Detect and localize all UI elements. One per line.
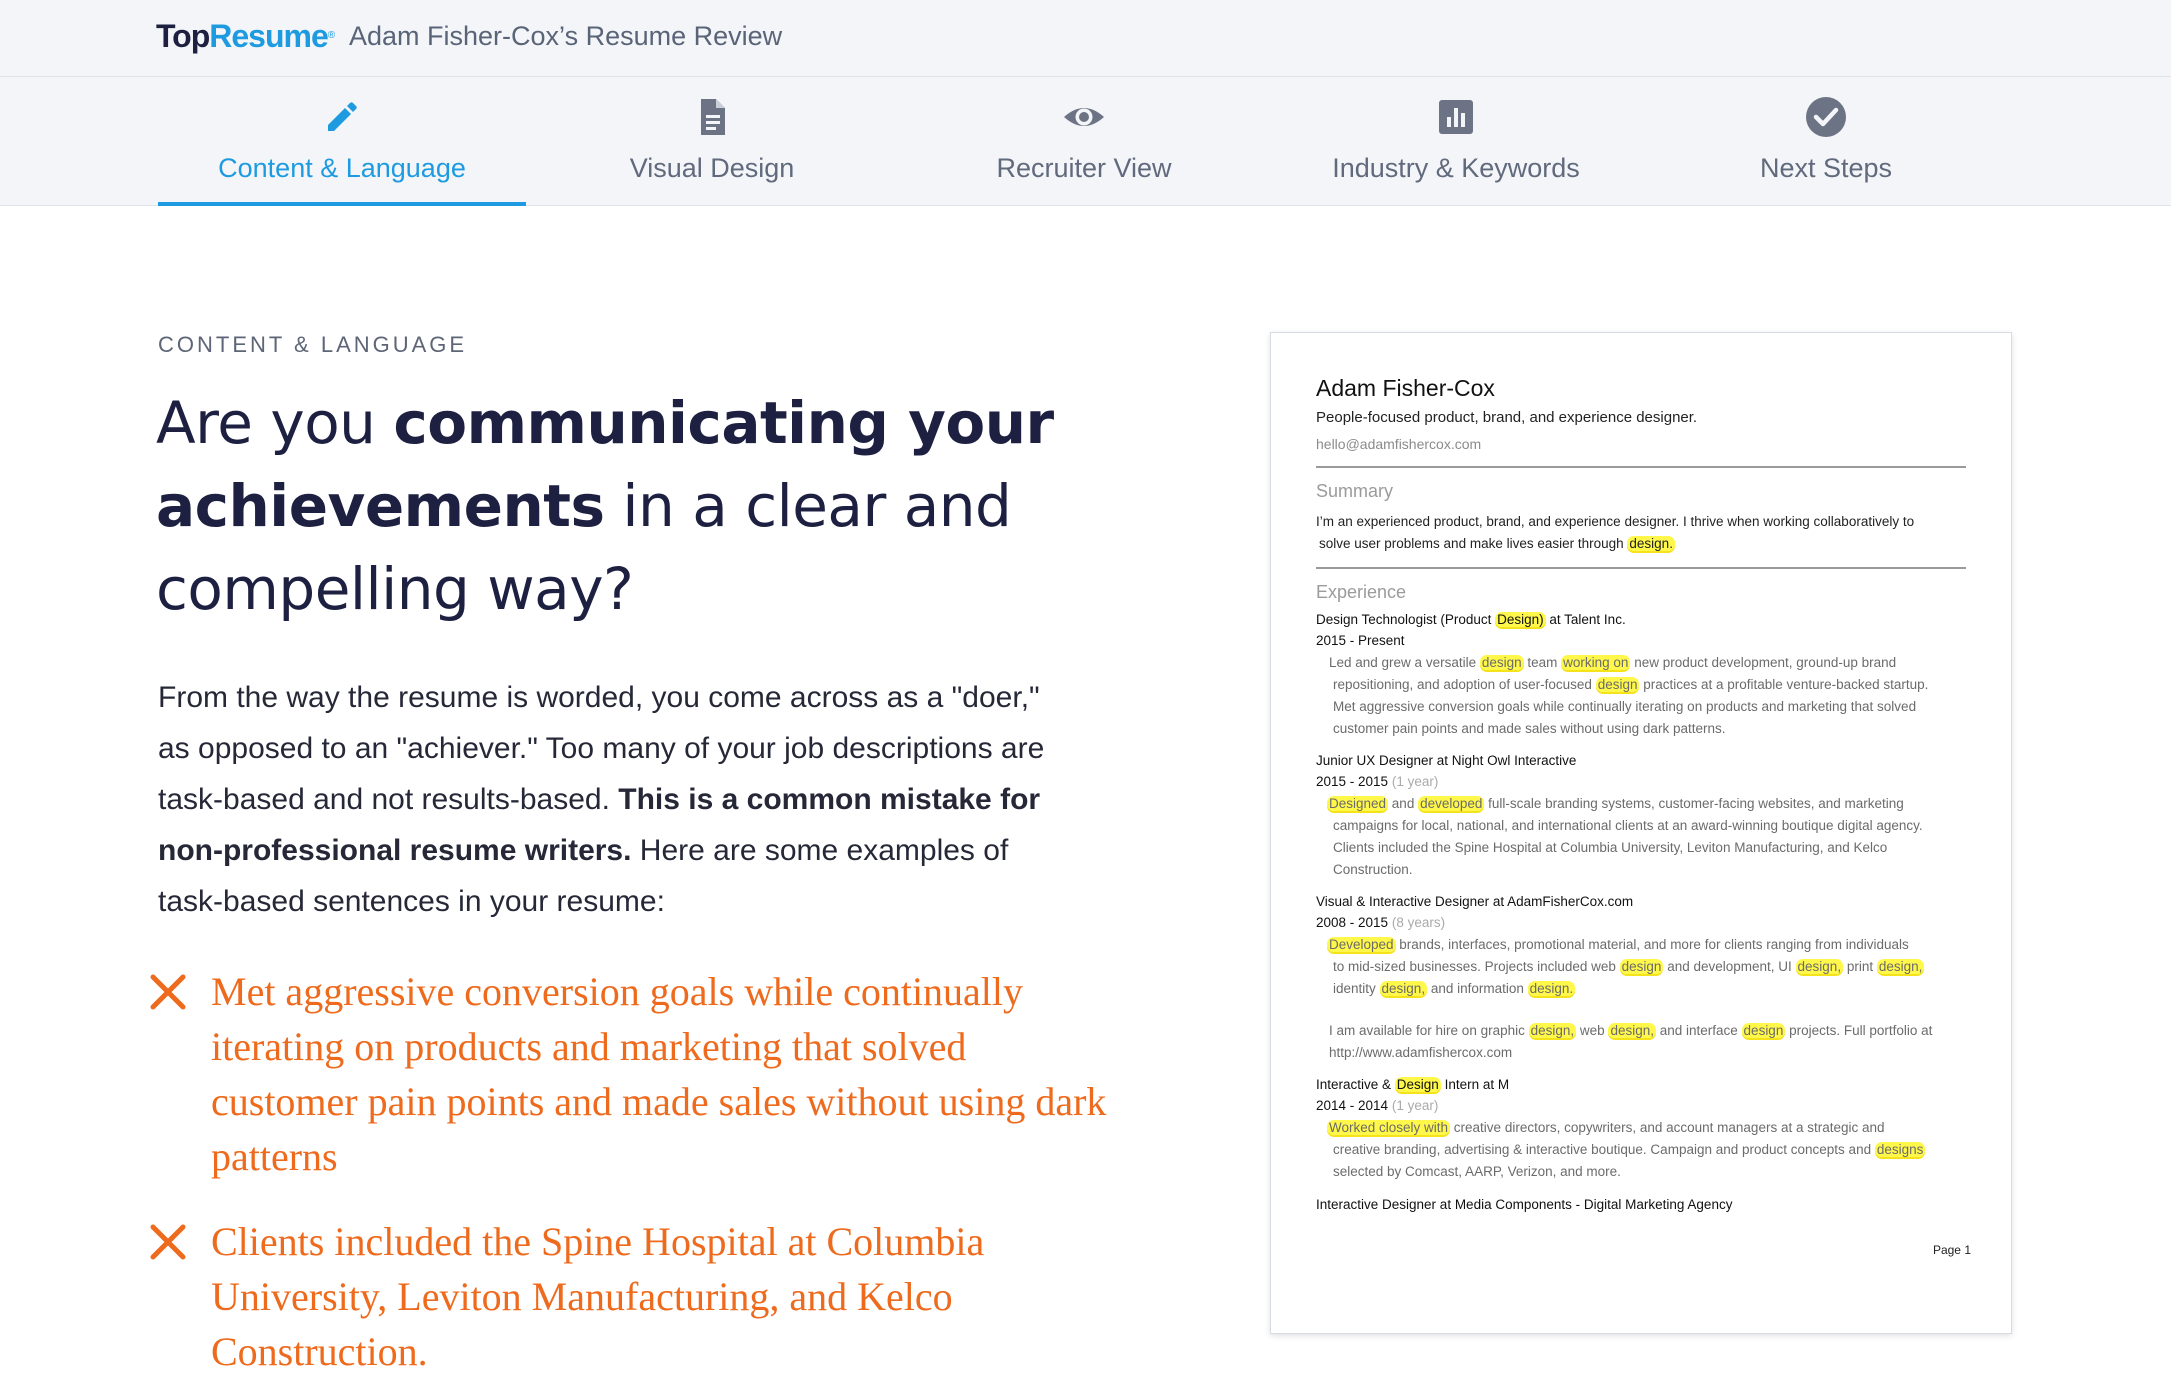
- job-description-line: [1333, 1142, 1925, 1157]
- text-run: full-scale branding systems, customer-facing websites, and marketing: [1484, 796, 1904, 811]
- keyword-highlight: design.: [1529, 981, 1574, 996]
- tab-label: Content & Language: [218, 153, 466, 183]
- text-run: identity: [1333, 981, 1380, 996]
- job-description-line: [1329, 655, 1896, 670]
- tab-next-steps[interactable]: [1642, 77, 2010, 205]
- text-run: creative directors, copywriters, and account managers at a strategic and: [1450, 1120, 1885, 1135]
- job-description-line: Clients included the Spine Hospital at Columbia University, Leviton Manufacturing, and Kelco: [1333, 840, 1888, 855]
- keyword-highlight: working on: [1563, 655, 1629, 670]
- keyword-highlight: design,: [1530, 1023, 1575, 1038]
- keyword-highlight: Designed: [1329, 796, 1387, 811]
- job-description-line: Met aggressive conversion goals while continually iterating on products and marketing that solved: [1333, 699, 1917, 714]
- x-mark-icon: [148, 972, 188, 1012]
- keyword-highlight: Developed: [1329, 937, 1394, 952]
- job-description-line: selected by Comcast, AARP, Verizon, and more.: [1333, 1164, 1621, 1179]
- text-run: print: [1843, 959, 1877, 974]
- job-description-line: campaigns for local, national, and international clients at an award-winning boutique digital agency.: [1333, 818, 1923, 833]
- text-run: 2014 - 2014: [1316, 1098, 1389, 1113]
- review-tabs: [0, 77, 2171, 206]
- text-run: Led and grew a versatile: [1329, 655, 1480, 670]
- text-run: new product development, ground-up brand: [1630, 655, 1897, 670]
- logo-registered-mark: ®: [327, 30, 335, 41]
- text-run: practices at a profitable venture-backed startup.: [1639, 677, 1929, 692]
- text-run: and development, UI: [1663, 959, 1796, 974]
- keyword-highlight: design: [1621, 959, 1662, 974]
- keyword-highlight: designs: [1876, 1142, 1924, 1157]
- keyword-highlight: design,: [1381, 981, 1426, 996]
- bar-chart-icon: [1434, 95, 1478, 139]
- job-description-line: http://www.adamfishercox.com: [1329, 1045, 1513, 1060]
- text-run: and: [1388, 796, 1419, 811]
- job-description-line: [1333, 981, 1575, 996]
- text-run: I am available for hire on graphic: [1329, 1023, 1529, 1038]
- paragraph-emphasis: This is a common mistake for non-professional resume writers.: [158, 783, 1041, 867]
- page-headline: [156, 382, 1056, 631]
- text-run: repositioning, and adoption of user-focused: [1333, 677, 1596, 692]
- job-description-line: [1333, 959, 1924, 974]
- keyword-highlight: Design: [1396, 1077, 1439, 1092]
- text-run: and information: [1427, 981, 1528, 996]
- job-dates: [1316, 774, 1438, 789]
- tab-recruiter-view[interactable]: [900, 77, 1268, 205]
- job-title: [1316, 1077, 1509, 1092]
- text-run: Interactive &: [1316, 1077, 1395, 1092]
- keyword-highlight: design: [1481, 655, 1522, 670]
- text-run: projects. Full portfolio at: [1785, 1023, 1933, 1038]
- resume-divider: [1316, 567, 1966, 569]
- keyword-highlight: developed: [1420, 796, 1483, 811]
- resume-email: hello@adamfishercox.com: [1316, 436, 1482, 452]
- explanation-paragraph: [158, 672, 1058, 927]
- text-run: at Talent Inc.: [1545, 612, 1626, 627]
- job-dates: 2015 - Present: [1316, 633, 1405, 648]
- text-run: creative branding, advertising & interactive boutique. Campaign and product concepts and: [1333, 1142, 1875, 1157]
- tab-content-language[interactable]: [158, 77, 526, 205]
- resume-preview: [1270, 332, 2012, 1334]
- section-eyebrow: CONTENT & LANGUAGE: [158, 332, 468, 357]
- text-run: team: [1523, 655, 1562, 670]
- tab-label: Recruiter View: [996, 153, 1172, 183]
- job-title: [1316, 612, 1626, 627]
- pencil-icon: [320, 95, 364, 139]
- job-description-line: [1329, 1023, 1932, 1038]
- document-icon: [690, 95, 734, 139]
- keyword-highlight: Worked closely with: [1329, 1120, 1449, 1135]
- job-description-line: [1333, 677, 1928, 692]
- text-run: brands, interfaces, promotional material, and more for clients ranging from individuals: [1395, 937, 1909, 952]
- active-tab-indicator: [158, 202, 526, 206]
- job-duration: (1 year): [1391, 1098, 1439, 1113]
- tab-visual-design[interactable]: [528, 77, 896, 205]
- text-run: 2008 - 2015: [1316, 915, 1389, 930]
- resume-summary-line: [1319, 536, 1675, 551]
- resume-experience-heading: Experience: [1316, 582, 1407, 602]
- text-run: Design Technologist (Product: [1316, 612, 1496, 627]
- example-text: Clients included the Spine Hospital at Columbia University, Leviton Manufacturing, and Kelco Construction.: [211, 1219, 985, 1374]
- x-mark-icon: [148, 1222, 188, 1262]
- text-run: to mid-sized businesses. Projects included web: [1333, 959, 1620, 974]
- job-description-line: [1327, 937, 1909, 952]
- tab-label: Visual Design: [629, 153, 795, 183]
- headline-text: Are you: [156, 389, 394, 457]
- resume-name: Adam Fisher-Cox: [1316, 375, 1495, 401]
- job-title: Visual & Interactive Designer at AdamFisherCox.com: [1316, 894, 1634, 909]
- resume-tagline: People-focused product, brand, and experience designer.: [1316, 409, 1698, 426]
- job-dates: [1316, 1098, 1438, 1113]
- job-description-line: [1327, 796, 1904, 811]
- eye-icon: [1062, 95, 1106, 139]
- resume-summary-line: I’m an experienced product, brand, and experience designer. I thrive when working collaboratively to: [1316, 514, 1915, 529]
- job-duration: (8 years): [1391, 915, 1446, 930]
- keyword-highlight: Design): [1497, 612, 1544, 627]
- keyword-highlight: design,: [1797, 959, 1842, 974]
- check-circle-icon: [1804, 95, 1848, 139]
- keyword-highlight: design.: [1629, 536, 1673, 551]
- headline-text: in a clear and compelling way?: [156, 472, 1012, 623]
- resume-page-number: Page 1: [1932, 1243, 1971, 1257]
- text-run: web: [1576, 1023, 1609, 1038]
- job-dates: [1316, 915, 1445, 930]
- tab-label: Industry & Keywords: [1332, 153, 1580, 183]
- keyword-highlight: design,: [1610, 1023, 1654, 1038]
- job-description-line: Construction.: [1333, 862, 1413, 877]
- text-run: and interface: [1655, 1023, 1742, 1038]
- resume-divider: [1316, 466, 1966, 468]
- topresume-logo[interactable]: [156, 18, 334, 54]
- job-title: Junior UX Designer at Night Owl Interactive: [1316, 753, 1577, 768]
- text-run: Intern at M: [1440, 1077, 1510, 1092]
- job-title: Interactive Designer at Media Components - Digital Marketing Agency: [1316, 1197, 1733, 1212]
- logo-top-text: Top: [156, 18, 210, 54]
- keyword-highlight: design: [1597, 677, 1638, 692]
- logo-resume-text: Resume: [209, 18, 328, 54]
- keyword-highlight: design: [1743, 1023, 1784, 1038]
- paragraph-text: Here are some examples of task-based sentences in your resume:: [158, 834, 1009, 918]
- job-duration: (1 year): [1391, 774, 1439, 789]
- example-text: Met aggressive conversion goals while continually iterating on products and marketing that solved customer pain points and made sales without using dark patterns: [211, 969, 1107, 1179]
- top-bar: [0, 0, 2171, 77]
- job-description-line: [1327, 1120, 1885, 1135]
- review-title: Adam Fisher-Cox’s Resume Review: [349, 21, 783, 51]
- tab-label: Next Steps: [1759, 153, 1893, 183]
- job-description-line: customer pain points and made sales without using dark patterns.: [1333, 721, 1726, 736]
- text-run: 2015 - 2015: [1316, 774, 1389, 789]
- headline-emphasis: communicating your achievements: [156, 389, 1054, 540]
- paragraph-text: From the way the resume is worded, you come across as a "doer," as opposed to an "achiever." Too many of your job descriptions are task-based and not results-based.: [158, 681, 1045, 816]
- keyword-highlight: design,: [1878, 959, 1923, 974]
- tab-industry-keywords[interactable]: [1272, 77, 1640, 205]
- resume-summary-heading: Summary: [1316, 481, 1394, 501]
- text-run: solve user problems and make lives easier through: [1319, 536, 1628, 551]
